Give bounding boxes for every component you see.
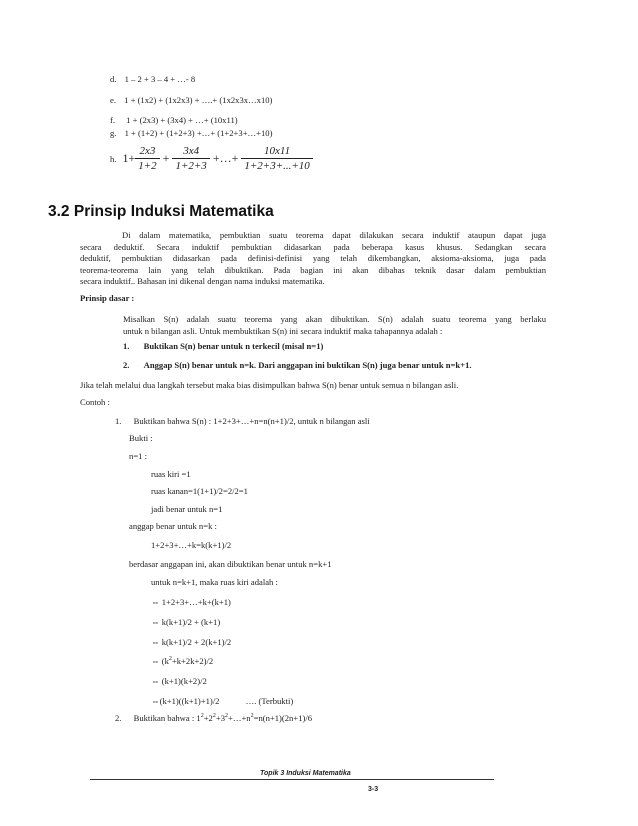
prinsip-line: Misalkan S(n) adalah suatu teorema yang akan dibuktikan. S(n) adalah suatu teorema yang berlaku [123, 314, 546, 324]
exponent: 2 [200, 713, 204, 720]
math-lead: 1+ [122, 151, 136, 165]
exercise-text: 1 + (2x3) + (3x4) + …+ (10x11) [126, 115, 238, 125]
exercise-f [110, 115, 238, 125]
footer-rule [90, 779, 494, 780]
exercise-label: d. [110, 74, 117, 84]
prinsip-line: untuk n bilangan asli. Untuk membuktikan S(n) ini secara induktif maka tahapannya adalah : [123, 325, 443, 336]
footer-title: Topik 3 Induksi Matematika [260, 770, 351, 777]
example-2 [115, 713, 312, 723]
exercise-text: 1 – 2 + 3 – 4 + …- 8 [124, 74, 196, 84]
prinsip-step-2 [123, 360, 472, 370]
fraction-3 [241, 145, 312, 172]
intro-line: secara induktif.. Bahasan ini dikenal dengan nama induksi matematika. [80, 276, 325, 287]
exponent: 2 [212, 713, 216, 720]
exercise-g [110, 128, 272, 138]
proof-step: ⇔ k(k+1)/2 + (k+1) [151, 617, 221, 627]
text-part: Buktikan bahwa : 1 [133, 713, 201, 723]
text-part: +3 [215, 713, 225, 723]
text-part: +…+n [228, 713, 251, 723]
fraction-numerator: 3x4 [183, 145, 200, 157]
intro-line: deduktif, pembuktian didasarkan pada definisi-definisi yang telah dikembangkan, aksioma-aksioma, juga pada [80, 253, 546, 264]
anggap-equation: 1+2+3+…+k=k(k+1)/2 [151, 540, 232, 550]
step-text: Buktikan S(n) benar untuk n terkecil (misal n=1) [143, 341, 324, 351]
fraction-1 [135, 145, 159, 172]
example-text: Buktikan bahwa S(n) : 1+2+3+…+n=n(n+1)/2, untuk n bilangan asli [133, 416, 370, 426]
step-part: ⇔ (k [151, 656, 169, 666]
bukti-label: Bukti : [129, 433, 153, 443]
exercise-label: g. [110, 128, 117, 138]
untuk-text: untuk n=k+1, maka ruas kiri adalah : [151, 577, 278, 587]
intro-paragraph [80, 230, 546, 288]
exercise-label: h. [110, 153, 117, 164]
contoh-heading: Contoh : [80, 397, 110, 407]
step-part: +k+2k+2)/2 [171, 656, 214, 666]
jadi-benar: jadi benar untuk n=1 [151, 504, 223, 514]
terbukti-note: …. (Terbukti) [245, 696, 294, 706]
step-text: Anggap S(n) benar untuk n=k. Dari anggapan ini buktikan S(n) juga benar untuk n=k+1. [143, 360, 472, 370]
proof-step: ⇔ 1+2+3+…+k+(k+1) [151, 597, 231, 607]
berdasar-text: berdasar anggapan ini, akan dibuktikan benar untuk n=k+1 [129, 559, 332, 569]
prinsip-conclusion: Jika telah melalui dua langkah tersebut maka bias disimpulkan bahwa S(n) benar untuk semua n bilangan asli. [80, 380, 459, 390]
ruas-kanan: ruas kanan=1(1+1)/2=2/2=1 [151, 486, 248, 496]
exponent: 2 [225, 713, 228, 720]
prinsip-paragraph [123, 314, 546, 337]
exercise-label: e. [110, 95, 116, 105]
fraction-numerator: 2x3 [139, 145, 156, 157]
exercise-e [110, 95, 272, 105]
intro-line: Di dalam matematika, pembuktian suatu teorema dapat dilakukan secara induktif ataupun dapat juga [122, 230, 546, 240]
exponent: 2 [168, 656, 172, 663]
math-ellipsis: +…+ [212, 151, 239, 165]
exercise-text: 1 + (1x2) + (1x2x3) + ….+ (1x2x3x…x10) [124, 95, 273, 105]
fraction-denominator: 1+2+3 [172, 158, 209, 172]
page-number: 3-3 [368, 786, 379, 793]
n1-label: n=1 : [129, 451, 147, 461]
proof-step: ⇔ k(k+1)/2 + 2(k+1)/2 [151, 637, 232, 647]
exercise-d [110, 74, 195, 84]
proof-step: ⇔(k+1)((k+1)+1)/2 [151, 696, 220, 706]
fraction-denominator: 1+2 [135, 158, 159, 172]
intro-line: teorema-teorema lain yang telah dibuktikan. Pada bagian ini akan dibahas teknik dasar dalam pembuktian [80, 264, 546, 275]
example-number: 1. [115, 416, 122, 426]
prinsip-heading: Prinsip dasar : [80, 293, 135, 303]
proof-step: ⇔ (k+1)(k+2)/2 [151, 676, 207, 686]
text-part: =n(n+1)(2n+1)/6 [253, 713, 313, 723]
section-title: 3.2 Prinsip Induksi Matematika [48, 203, 274, 220]
proof-step-final [151, 696, 293, 706]
ruas-kiri: ruas kiri =1 [151, 469, 191, 479]
example-text [134, 713, 312, 723]
exercise-h [110, 145, 313, 172]
proof-step-square [151, 656, 213, 666]
fraction-numerator: 10x11 [264, 145, 291, 157]
math-plus: + [162, 151, 170, 165]
exercise-text: 1 + (1+2) + (1+2+3) +…+ (1+2+3+…+10) [124, 128, 273, 138]
anggap-label: anggap benar untuk n=k : [129, 521, 217, 531]
example-1 [115, 416, 370, 426]
step-number: 1. [123, 341, 130, 351]
fraction-2 [172, 145, 209, 172]
step-number: 2. [123, 360, 130, 370]
exponent: 2 [250, 713, 254, 720]
fraction-denominator: 1+2+3+...+10 [241, 158, 312, 172]
prinsip-step-1 [123, 341, 323, 351]
exercise-label: f. [110, 115, 116, 125]
text-part: +2 [203, 713, 213, 723]
intro-line: secara deduktif. Secara induktif pembuktian didasarkan pada beberapa kasus khusus. Sedangkan secara [80, 241, 546, 252]
example-number: 2. [115, 713, 122, 723]
